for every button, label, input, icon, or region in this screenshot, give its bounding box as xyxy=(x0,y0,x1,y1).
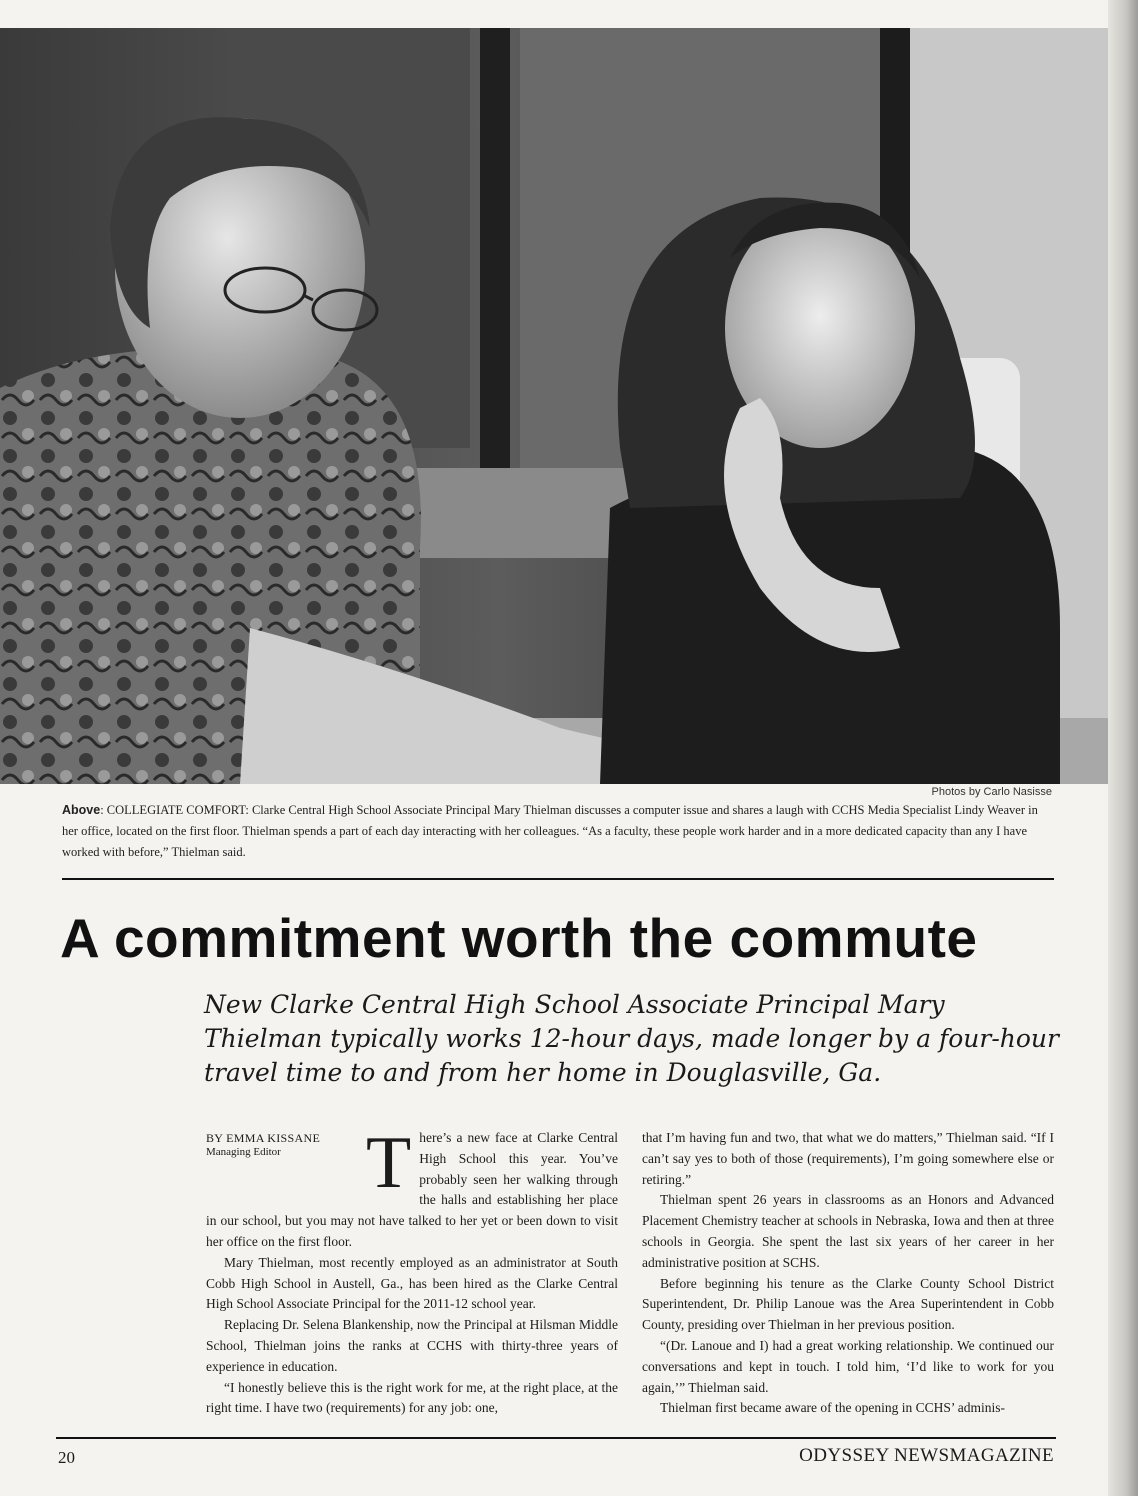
article-column-1 xyxy=(206,1122,618,1419)
page-edge xyxy=(1108,0,1138,1496)
page-number: 20 xyxy=(58,1448,75,1467)
caption-text: : COLLEGIATE COMFORT: Clarke Central High School Associate Principal Mary Thielman discusses a computer issue and shares a laugh with CCHS Media Specialist Lindy Weaver in her office, located on the first floor. Thielman spends a part of each day interacting with her colleagues. “As a faculty, these people work harder and in a more dedicated capacity than any I have worked with before,” Thielman said. xyxy=(62,803,1038,859)
deck-subheadline: New Clarke Central High School Associate Principal Mary Thielman typically works 12-hour days, made longer by a four-hour travel time to and from her home in Douglasville, Ga. xyxy=(204,990,1059,1087)
photo-credit: Photos by Carlo Nasisse xyxy=(931,786,1052,798)
paragraph: Thielman spent 26 years in classrooms as an Honors and Advanced Placement Chemistry teacher at schools in Nebraska, Iowa and then at three schools in Georgia. She spent the last six years of her career in her administrative position at SCHS. xyxy=(642,1192,1054,1270)
magazine-name: ODYSSEY NEWSMAGAZINE xyxy=(799,1445,1054,1466)
byline-name: BY EMMA KISSANE xyxy=(206,1131,321,1145)
paragraph: “(Dr. Lanoue and I) had a great working relationship. We continued our conversations and kept in touch. I told him, ‘I’d like to work for you again,’” Thielman said. xyxy=(642,1337,1054,1395)
paragraph: that I’m having fun and two, that what we do matters,” Thielman said. “If I can’t say yes to both of those (requirements), I’m going somewhere else or retiring.” xyxy=(642,1130,1054,1187)
paragraph: Replacing Dr. Selena Blankenship, now the Principal at Hilsman Middle School, Thielman joins the ranks at CCHS with thirty-three years of experience in education. xyxy=(206,1317,618,1374)
article-column-2 xyxy=(642,1128,1054,1419)
photo-caption xyxy=(62,800,1056,863)
paragraph: Thielman first became aware of the opening in CCHS’ adminis- xyxy=(660,1400,1006,1416)
section-divider xyxy=(62,878,1054,880)
paragraph: Before beginning his tenure as the Clarke County School District Superintendent, Dr. Philip Lanoue was the Area Superintendent in Cobb County, presiding over Thielman in her previous position. xyxy=(642,1275,1054,1333)
caption-lead: Above xyxy=(62,803,101,817)
paragraph: There’s a new face at Clarke Central High School this year. You’ve probably seen her walking through the halls and establishing her place in our school, but you may not have talked to her yet or been down to visit her office on the first floor. xyxy=(206,1122,618,1249)
paragraph: Mary Thielman, most recently employed as an administrator at South Cobb High School in Austell, Ga., has been hired as the Clarke Central High School Associate Principal for the 2011-12 school year. xyxy=(206,1254,618,1312)
footer-rule xyxy=(56,1437,1056,1439)
byline-role: Managing Editor xyxy=(206,1146,281,1158)
photo-illustration xyxy=(0,28,1108,784)
paragraph: “I honestly believe this is the right work for me, at the right place, at the right time. I have two (requirements) for any job: one, xyxy=(206,1379,618,1416)
feature-photo xyxy=(0,28,1108,784)
headline: A commitment worth the commute xyxy=(60,907,978,969)
drop-cap: T xyxy=(366,1122,412,1204)
